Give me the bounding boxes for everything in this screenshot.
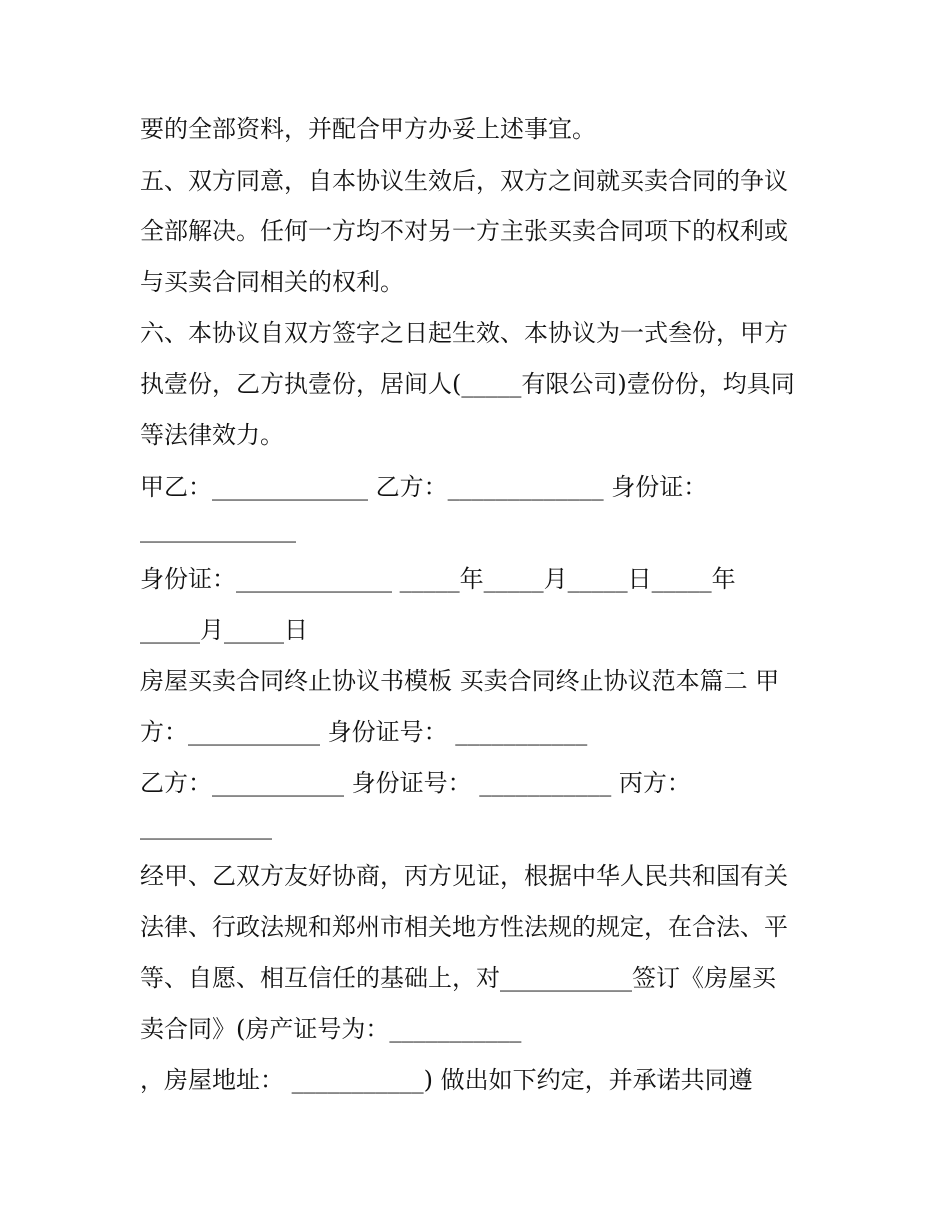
text-line: _____月_____日 (140, 616, 308, 644)
text-line: 卖合同》(房产证号为：___________ (140, 1015, 522, 1043)
text-line: ___________ (140, 812, 272, 840)
text-line: 法律、行政法规和郑州市相关地方性法规的规定，在合法、平 (140, 913, 788, 941)
text-line: ，房屋地址： ___________) 做出如下约定，并承诺共同遵 (140, 1066, 753, 1094)
text-line: 经甲、乙双方友好协商，丙方见证，根据中华人民共和国有关 (140, 862, 788, 890)
text-line: 甲乙：_____________ 乙方：_____________ 身份证： (140, 473, 708, 501)
text-line: 六、本协议自双方签字之日起生效、本协议为一式叁份，甲方 (140, 319, 788, 347)
text-line: 乙方：___________ 身份证号： ___________ 丙方： (140, 769, 691, 797)
text-line: _____________ (140, 515, 296, 543)
text-line: 与买卖合同相关的权利。 (140, 268, 404, 296)
text-line: 等、自愿、相互信任的基础上，对___________签订《房屋买 (140, 964, 776, 992)
text-line: 身份证：_____________ _____年_____月_____日_____年 (140, 565, 736, 593)
text-line: 五、双方同意，自本协议生效后，双方之间就买卖合同的争议 (140, 167, 788, 195)
text-line: 方：___________ 身份证号： ___________ (140, 718, 588, 746)
text-line: 全部解决。任何一方均不对另一方主张买卖合同项下的权利或 (140, 217, 788, 245)
text-line: 要的全部资料，并配合甲方办妥上述事宜。 (140, 115, 596, 143)
text-line: 执壹份，乙方执壹份，居间人(_____有限公司)壹份份，均具同 (140, 370, 795, 398)
text-line: 等法律效力。 (140, 421, 284, 449)
text-line: 房屋买卖合同终止协议书模板 买卖合同终止协议范本篇二 甲 (140, 667, 780, 695)
